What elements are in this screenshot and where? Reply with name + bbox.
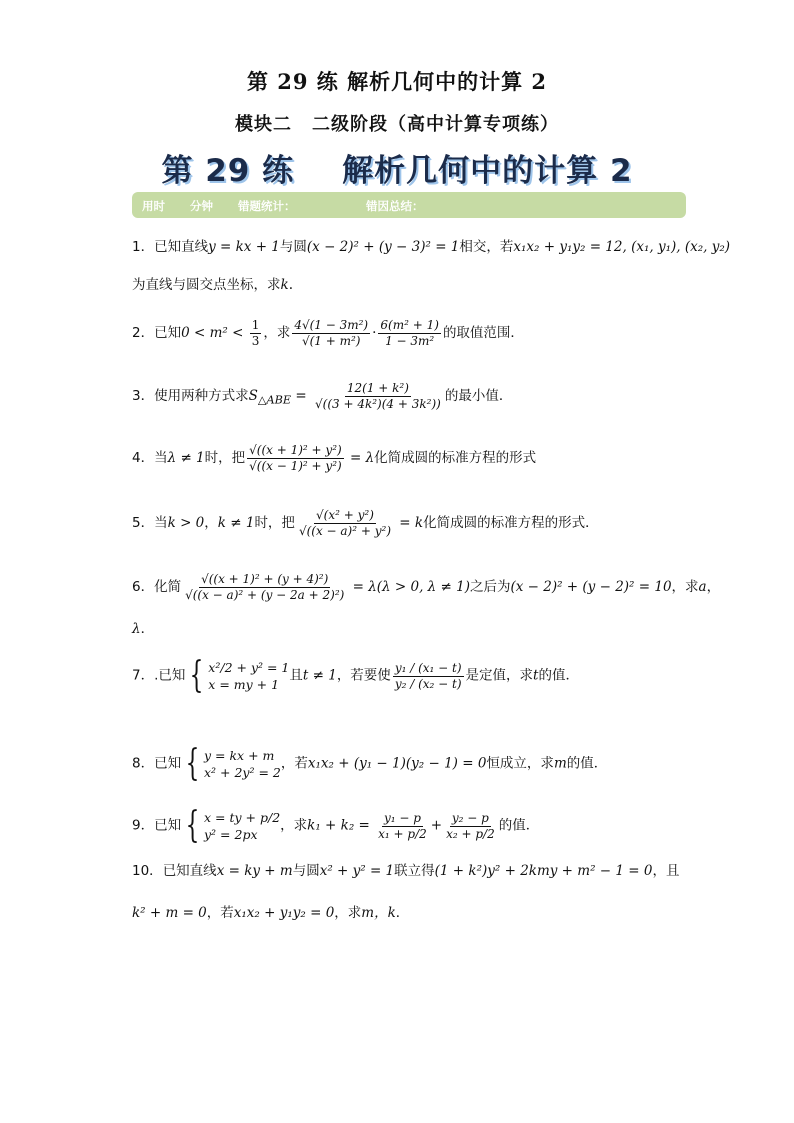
question-text: 是定值，求 [465, 667, 534, 684]
question-text: ，且 [652, 863, 680, 879]
math-expr: (x − 2)² + (y − 2)² = 10 [510, 579, 672, 595]
math-fraction: $\frac{\text{6(m² + 1)}}{\text{1 − 3m²}}$ [380, 318, 439, 348]
question-text: 已知 [158, 667, 186, 684]
equation-system: { y = kx + m x² + 2y² = 2 [185, 743, 281, 784]
stats-bar [132, 192, 686, 218]
question-text: 的最小值． [444, 388, 513, 404]
math-expr: x₁x₂ + (y₁ − 1)(y₂ − 1) = 0 [307, 755, 487, 772]
question-text: 已知直线 [162, 863, 217, 879]
question-8 [132, 743, 672, 784]
math-fraction: $\frac{\text{√(x² + y²)}}{\text{√((x − a)² + y²)}}$ [298, 508, 391, 538]
math-expr: y = kx + 1 [208, 239, 280, 255]
module-label: 模块二 [235, 114, 292, 135]
question-text: 的值． [538, 667, 579, 684]
math-expr: x² + y² = 1 [319, 863, 395, 879]
question-6-cont [132, 620, 672, 638]
question-text: 已知 [154, 325, 182, 341]
question-text: 联立得 [394, 863, 435, 879]
question-text: 时，把 [254, 515, 295, 531]
question-text: 且 [289, 667, 303, 684]
errors-label: 错题统计： [238, 199, 296, 213]
question-text: 化简成圆的标准方程的形式 [374, 450, 537, 466]
math-fraction: $\frac{\text{y₂ − p}}{\text{x₂ + p/2}}$ [446, 810, 495, 841]
question-text: ，若要使 [336, 667, 391, 684]
question-2: 2．已知0 < m² < $\frac{1}{3}$ ，求 $\frac{\text{4√(1 − 3m²)}}{\text{√(1 + m²)}}$ · $\frac{\text{6(m² + 1)}}{\text{1 − 3m²}}$ 的取值范围． [132, 318, 524, 348]
question-text: ，若 [206, 905, 234, 921]
math-expr: (x − 2)² + (y − 3)² = 1 [306, 239, 460, 255]
math-fraction: $\frac{1}{3}$ [251, 318, 260, 348]
question-number: 10． [132, 863, 163, 879]
minute-label: 分钟 [190, 199, 213, 213]
reasons-label: 错因总结： [366, 199, 424, 213]
question-number: 9． [132, 817, 155, 834]
question-text: 为直线与圆交点坐标，求 [132, 277, 281, 293]
question-text: ，若 [280, 755, 308, 772]
module-subtitle [0, 110, 794, 136]
math-expr: = λ(λ > 0, λ ≠ 1) [348, 579, 470, 595]
math-fraction: $\frac{\text{12(1 + k²)}}{\text{√((3 + 4k²)(4 + 3k²))}}$ [315, 381, 441, 411]
math-expr: (1 + k²)y² + 2kmy + m² − 1 = 0 [434, 863, 653, 879]
math-fraction: $\frac{\text{y₁ / (x₁ − t)}}{\text{y₂ / (x₂ − t)}}$ [394, 660, 462, 691]
question-number: 4． [132, 450, 155, 466]
banner-left: 第 29 练 [161, 153, 295, 189]
math-expr: $S_{\triangle ABE}$ = [248, 388, 312, 407]
question-6: 6．化简 $\frac{\text{√((x + 1)² + (y + 4)²)}}{\text{√((x − a)² + (y − 2a + 2)²)}}$ = λ(λ > 0, λ ≠ 1)之后为(x − 2)² + (y − 2)² = 10，求a， [132, 572, 721, 602]
question-text: . [288, 277, 293, 293]
question-text: ，求 [334, 905, 362, 921]
question-text: 化简成圆的标准方程的形式． [423, 515, 599, 531]
question-text: 当 [154, 515, 168, 531]
question-1-cont [132, 276, 672, 294]
math-expr: a [698, 579, 707, 595]
question-4 [132, 443, 672, 474]
question-number: 1． [132, 239, 155, 255]
math-var: k [280, 277, 289, 293]
math-expr: k₁ + k₂ = [307, 817, 375, 834]
question-text: 之后为 [469, 579, 511, 595]
math-expr: k > 0 [167, 515, 205, 531]
question-number: 7．. [132, 667, 159, 684]
question-number: 6． [132, 579, 155, 595]
question-number: 5． [132, 515, 155, 531]
question-10 [132, 862, 680, 880]
math-expr: 0 < m² < [181, 325, 248, 341]
question-text: ， [204, 515, 218, 531]
math-expr: k² + m = 0 [132, 905, 207, 921]
question-text: 的取值范围． [442, 325, 524, 341]
question-number: 8． [132, 755, 155, 772]
question-text: 的值． [498, 817, 540, 834]
question-text: 恒成立，求 [486, 755, 554, 772]
question-text: 的值． [566, 755, 608, 772]
question-text: 与圆 [292, 863, 320, 879]
question-5 [132, 508, 672, 539]
math-expr: m，k [361, 905, 396, 921]
stage-label: 二级阶段（高中计算专项练） [312, 114, 559, 135]
math-fraction: $\frac{\text{√((x + 1)² + y²)}}{\text{√((x − 1)² + y²)}}$ [249, 443, 342, 473]
question-9: 9．已知 { x = ty + p/2 y² = 2px ，求k₁ + k₂ = $\frac{\text{y₁ − p}}{\text{x₁ + p/2}}$ + $\frac{\text{y₂ − p}}{\text{x₂ + p/2}}$ 的值． [132, 805, 540, 846]
math-fraction: $\frac{\text{√((x + 1)² + (y + 4)²)}}{\text{√((x − a)² + (y − 2a + 2)²)}}$ [185, 572, 345, 602]
document-title: 第 29 练 解析几何中的计算 2 [246, 69, 548, 94]
math-expr: x₁x₂ + y₁y₂ = 12, (x₁, y₁), (x₂, y₂) [513, 239, 731, 255]
math-var: m [553, 755, 567, 772]
question-text: 已知直线 [154, 239, 209, 255]
math-expr: = λ [345, 450, 375, 466]
math-fraction: $\frac{\text{4√(1 − 3m²)}}{\text{√(1 + m²)}}$ [294, 318, 369, 348]
question-text: 使用两种方式求 [154, 388, 249, 404]
question-7 [132, 655, 672, 696]
question-number: 2． [132, 325, 155, 341]
question-3 [132, 381, 672, 412]
equation-system: { x²/2 + y² = 1 x = my + 1 [189, 655, 290, 696]
math-expr: x₁x₂ + y₁y₂ = 0 [233, 905, 335, 921]
question-text: ． [140, 621, 155, 637]
math-var: λ [132, 621, 141, 637]
math-expr: k ≠ 1 [217, 515, 255, 531]
math-expr: = k [395, 515, 424, 531]
question-10-cont: k² + m = 0，若x₁x₂ + y₁y₂ = 0，求m，k． [132, 905, 410, 921]
question-text: 相交，若 [459, 239, 514, 255]
question-text: 时，把 [204, 450, 246, 466]
banner-title [0, 145, 794, 190]
math-expr: λ ≠ 1 [167, 450, 205, 466]
math-expr: x = ky + m [216, 863, 293, 879]
time-label: 用时 [142, 199, 165, 213]
question-text: ，求 [671, 579, 699, 595]
banner-right: 解析几何中的计算 2 [342, 153, 633, 189]
question-text: 与圆 [279, 239, 307, 255]
question-text: 已知 [154, 755, 182, 772]
equation-system: { x = ty + p/2 y² = 2px [185, 805, 281, 846]
question-text: 已知 [154, 817, 182, 834]
question-text: 当 [154, 450, 168, 466]
math-fraction: $\frac{\text{y₁ − p}}{\text{x₁ + p/2}}$ [378, 810, 427, 841]
question-text: 化简 [154, 579, 182, 595]
math-var: t [533, 667, 539, 684]
question-1 [132, 238, 731, 256]
math-expr: t ≠ 1 [302, 667, 337, 684]
question-text: ，求 [263, 325, 291, 341]
question-text: ，求 [280, 817, 308, 834]
question-number: 3． [132, 388, 155, 404]
